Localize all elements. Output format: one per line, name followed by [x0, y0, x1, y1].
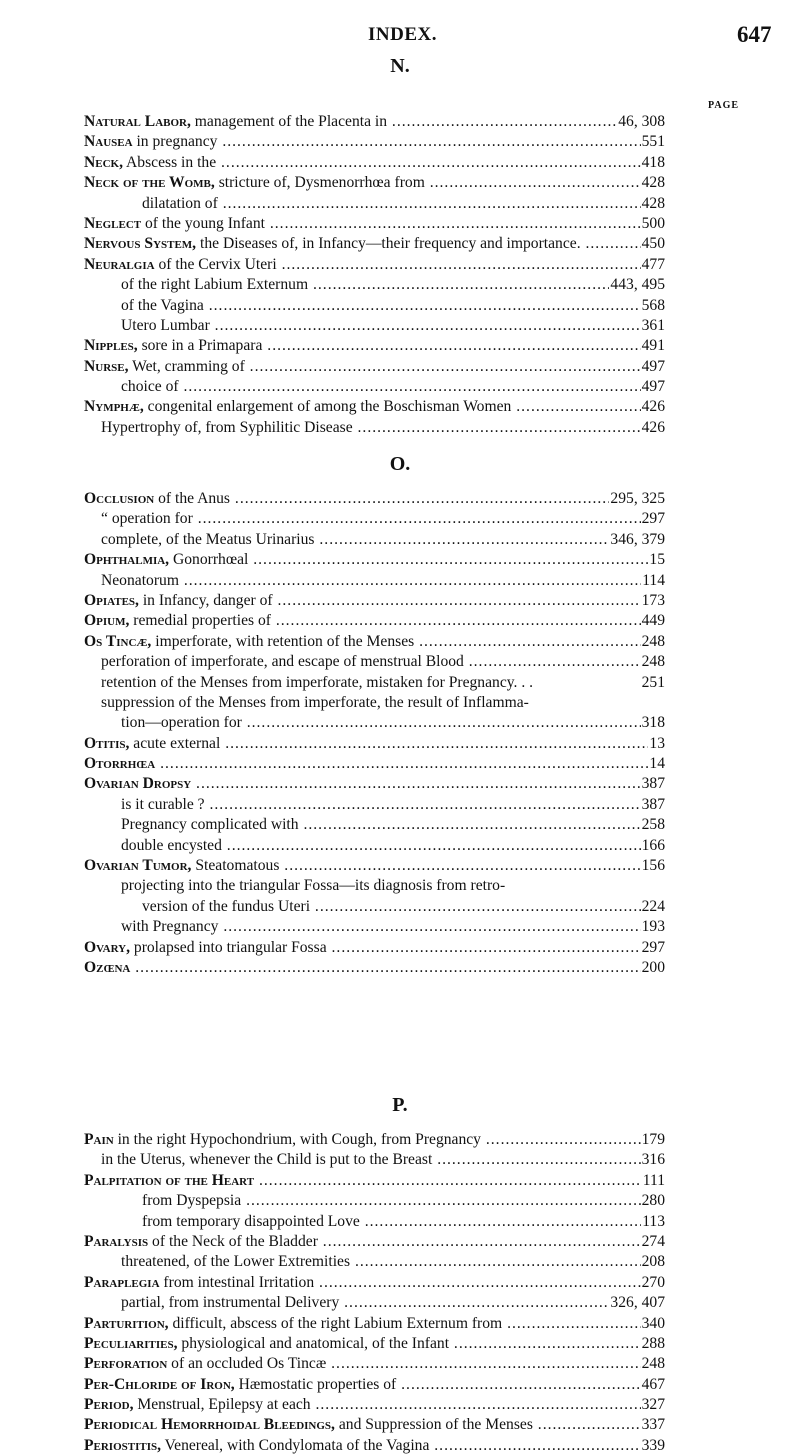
- entry-text: [0, 112, 664, 132]
- entry-heading: Per-Chloride of Iron,: [84, 1375, 235, 1393]
- entry-subject: projecting into the triangular Fossa—its diagnosis from retro-: [121, 877, 506, 895]
- entry-pages: 418: [641, 153, 665, 173]
- entry-subject: Hæmostatic properties of: [234, 1375, 397, 1393]
- entry-text: [0, 255, 664, 275]
- entry-heading: Opium,: [84, 612, 130, 630]
- entry-text: [0, 489, 664, 509]
- index-entry: [0, 1375, 800, 1395]
- entry-subject: from intestinal Irritation: [159, 1273, 315, 1291]
- entry-subject: of an occluded Os Tincæ: [167, 1355, 327, 1373]
- entry-heading: Nymphæ,: [84, 398, 144, 416]
- index-entry: [0, 673, 800, 693]
- entry-heading: Nervous System,: [84, 235, 197, 253]
- index-entry: [0, 316, 800, 336]
- entry-subject: tion—operation for: [121, 714, 242, 732]
- index-entry: [0, 632, 800, 652]
- entry-heading: Ophthalmia,: [84, 551, 170, 569]
- entry-text: [0, 856, 664, 876]
- index-entry: [0, 1354, 800, 1374]
- entry-heading: Perforation: [84, 1355, 168, 1373]
- entry-pages: 568: [641, 296, 665, 316]
- index-entry: [0, 815, 800, 835]
- entry-pages: 295, 325: [609, 489, 665, 509]
- entry-text: [0, 713, 664, 733]
- index-entry: [0, 550, 800, 570]
- entry-pages: 248: [641, 652, 665, 672]
- entry-text: [0, 194, 664, 214]
- entry-pages: 280: [641, 1191, 665, 1211]
- entry-subject: Gonorrhœal: [169, 551, 249, 569]
- index-entry: [0, 1436, 800, 1456]
- entry-pages: 114: [641, 571, 665, 591]
- entry-heading: Natural Labor,: [84, 113, 191, 130]
- entry-subject: difficult, abscess of the right Labium Externum from: [168, 1314, 503, 1332]
- entry-subject: double encysted: [121, 836, 222, 854]
- entry-subject: Venereal, with Condylomata of the Vagina: [161, 1436, 430, 1454]
- entry-text: [0, 897, 664, 917]
- entry-pages: 274: [641, 1232, 665, 1252]
- index-entry: [0, 509, 800, 529]
- entry-subject: Neonatorum: [101, 571, 179, 589]
- entry-text: [0, 132, 664, 152]
- entry-subject: in the Uterus, whenever the Child is put to the Breast: [101, 1151, 433, 1169]
- entry-text: [0, 632, 664, 652]
- index-entry: [0, 571, 800, 591]
- index-entry: [0, 734, 800, 754]
- entry-subject: Pregnancy complicated with: [121, 816, 299, 834]
- index-entry: [0, 1191, 800, 1211]
- entry-pages: 339: [641, 1436, 665, 1456]
- entry-text: [0, 774, 664, 794]
- entry-pages: 327: [641, 1395, 665, 1415]
- entry-heading: Nausea: [84, 133, 133, 151]
- entry-text: [0, 1354, 664, 1374]
- entry-subject: suppression of the Menses from imperforate, the result of Inflamma-: [101, 693, 529, 711]
- entry-pages: 428: [641, 194, 665, 214]
- index-entry: [0, 214, 800, 234]
- index-entry: [0, 489, 800, 509]
- entry-pages: 387: [641, 795, 665, 815]
- entry-subject: Menstrual, Epilepsy at each: [133, 1396, 311, 1414]
- entry-pages: 166: [641, 836, 665, 856]
- entry-subject: in pregnancy: [132, 133, 218, 151]
- entry-subject: partial, from instrumental Delivery: [121, 1294, 340, 1312]
- entry-subject: remedial properties of: [129, 612, 271, 630]
- index-entry: [0, 1212, 800, 1232]
- section-letter-p: P.: [392, 1094, 408, 1116]
- index-entry: [0, 795, 800, 815]
- index-section-n: [0, 112, 800, 438]
- entry-pages: 497: [641, 357, 665, 377]
- entry-text: [0, 1375, 664, 1395]
- entry-text: [0, 1232, 664, 1252]
- entry-heading: Occlusion: [84, 490, 155, 507]
- entry-pages: 156: [641, 856, 665, 876]
- page-number: 647: [737, 22, 772, 47]
- section-letter-n: N.: [390, 55, 410, 77]
- entry-text: [0, 296, 664, 316]
- entry-heading: Neck,: [84, 153, 123, 171]
- entry-heading: Peculiarities,: [84, 1334, 178, 1352]
- entry-heading: Palpitation of the Heart: [84, 1171, 255, 1189]
- index-entry: [0, 652, 800, 672]
- entry-subject: imperforate, with retention of the Menses: [151, 632, 415, 650]
- entry-text: [0, 377, 664, 397]
- entry-pages: 193: [641, 917, 665, 937]
- index-entry: [0, 1415, 800, 1435]
- entry-pages: 426: [641, 418, 665, 438]
- index-section-o: [0, 489, 800, 978]
- entry-subject: the Diseases of, in Infancy—their frequency and importance.: [196, 235, 581, 253]
- entry-pages: 361: [641, 316, 665, 336]
- entry-text: [0, 418, 664, 438]
- entry-text: [0, 815, 664, 835]
- entry-subject: of the Vagina: [121, 296, 204, 314]
- entry-heading: Ovarian Tumor,: [84, 857, 192, 875]
- entry-subject: of the young Infant: [141, 214, 265, 232]
- entry-subject: stricture of, Dysmenorrhœa from: [214, 174, 425, 192]
- entry-text: [0, 836, 664, 856]
- index-entry: [0, 275, 800, 295]
- entry-text: [0, 1212, 664, 1232]
- entry-text: [0, 1395, 664, 1415]
- index-entry: [0, 153, 800, 173]
- entry-text: [0, 938, 664, 958]
- entry-subject: retention of the Menses from imperforate, mistaken for Pregnancy. . .: [101, 673, 534, 691]
- entry-subject: is it curable ?: [121, 795, 205, 813]
- index-entry: [0, 255, 800, 275]
- index-entry: [0, 774, 800, 794]
- entry-heading: Otorrhœa: [84, 755, 156, 773]
- entry-text: [0, 316, 664, 336]
- entry-pages: 428: [641, 173, 665, 193]
- index-entry: [0, 173, 800, 193]
- entry-text: [0, 214, 664, 234]
- entry-subject: and Suppression of the Menses: [334, 1416, 533, 1434]
- entry-text: [0, 1191, 664, 1211]
- entry-subject: of the right Labium Externum: [121, 276, 309, 294]
- entry-text: [0, 876, 664, 896]
- entry-pages: 200: [641, 958, 665, 978]
- entry-subject: management of the Placenta in: [190, 113, 388, 130]
- entry-pages: 497: [641, 377, 665, 397]
- entry-pages: 443, 495: [609, 275, 665, 295]
- entry-heading: Periostitis,: [84, 1436, 162, 1454]
- index-entry: [0, 112, 800, 132]
- entry-subject: Wet, cramming of: [128, 357, 245, 375]
- entry-pages: 208: [641, 1252, 665, 1272]
- entry-heading: Ovarian Dropsy: [84, 775, 192, 793]
- entry-text: [0, 693, 664, 713]
- entry-text: [0, 652, 664, 672]
- entry-subject: from temporary disappointed Love: [142, 1212, 360, 1230]
- entry-subject: from Dyspepsia: [142, 1192, 242, 1210]
- entry-pages: 467: [641, 1375, 665, 1395]
- entry-text: [0, 1436, 664, 1456]
- index-entry: [0, 611, 800, 631]
- entry-text: [0, 1252, 664, 1272]
- entry-subject: prolapsed into triangular Fossa: [130, 938, 327, 956]
- index-entry: [0, 876, 800, 896]
- running-title: INDEX.: [368, 24, 437, 45]
- entry-subject: of the Anus: [154, 490, 231, 507]
- index-entry: [0, 234, 800, 254]
- page-column-label: PAGE: [708, 100, 740, 111]
- entry-subject: perforation of imperforate, and escape of menstrual Blood: [101, 653, 464, 671]
- entry-heading: Nurse,: [84, 357, 129, 375]
- entry-subject: Hypertrophy of, from Syphilitic Disease: [101, 418, 353, 436]
- entry-pages: 491: [641, 336, 665, 356]
- entry-pages: 318: [641, 713, 665, 733]
- entry-pages: 346, 379: [609, 530, 665, 550]
- entry-subject: version of the fundus Uteri: [142, 897, 311, 915]
- entry-pages: 450: [641, 234, 665, 254]
- entry-heading: Parturition,: [84, 1314, 169, 1332]
- entry-pages: 297: [641, 938, 665, 958]
- entry-pages: 316: [641, 1150, 665, 1170]
- entry-pages: 326, 407: [609, 1293, 665, 1313]
- index-entry: [0, 958, 800, 978]
- index-entry: [0, 377, 800, 397]
- entry-text: [0, 1334, 664, 1354]
- entry-text: [0, 173, 664, 193]
- entry-pages: 340: [641, 1314, 665, 1334]
- entry-heading: Neglect: [84, 214, 142, 232]
- entry-pages: 251: [641, 673, 665, 693]
- entry-subject: Utero Lumbar: [121, 316, 210, 334]
- index-section-p: [0, 1130, 800, 1456]
- entry-text: [0, 673, 664, 693]
- entry-pages: 337: [641, 1415, 665, 1435]
- entry-subject: threatened, of the Lower Extremities: [121, 1253, 351, 1271]
- entry-text: [0, 917, 664, 937]
- entry-heading: Pain: [84, 1131, 114, 1148]
- entry-heading: Opiates,: [84, 591, 139, 609]
- entry-subject: congenital enlargement of among the Boschisman Women: [143, 398, 512, 416]
- entry-subject: in Infancy, danger of: [138, 591, 273, 609]
- entry-heading: Ovary,: [84, 938, 130, 956]
- index-entry: [0, 591, 800, 611]
- index-entry: [0, 917, 800, 937]
- index-entry: [0, 713, 800, 733]
- entry-heading: Period,: [84, 1396, 134, 1414]
- entry-pages: 173: [641, 591, 665, 611]
- entry-pages: 288: [641, 1334, 665, 1354]
- entry-text: [0, 1314, 664, 1334]
- entry-pages: 248: [641, 632, 665, 652]
- entry-text: [0, 336, 664, 356]
- entry-pages: 14: [648, 754, 665, 774]
- index-entry: [0, 693, 800, 713]
- entry-text: [0, 754, 664, 774]
- entry-subject: with Pregnancy: [121, 918, 219, 936]
- entry-heading: Paraplegia: [84, 1273, 160, 1291]
- entry-text: [0, 1293, 664, 1313]
- index-entry: [0, 194, 800, 214]
- index-entry: [0, 1334, 800, 1354]
- entry-subject: dilatation of: [142, 194, 218, 212]
- entry-pages: 224: [641, 897, 665, 917]
- entry-text: [0, 1273, 664, 1293]
- entry-pages: 15: [648, 550, 665, 570]
- index-entry: [0, 754, 800, 774]
- entry-text: [0, 153, 664, 173]
- entry-text: [0, 571, 664, 591]
- entry-text: [0, 611, 664, 631]
- index-entry: [0, 530, 800, 550]
- entry-heading: Neuralgia: [84, 255, 155, 273]
- entry-heading: Ozœna: [84, 958, 131, 976]
- entry-text: [0, 1415, 664, 1435]
- entry-pages: 46, 308: [617, 112, 665, 132]
- entry-pages: 551: [641, 132, 665, 152]
- entry-subject: Abscess in the: [123, 153, 217, 171]
- entry-heading: Paralysis: [84, 1232, 149, 1250]
- entry-text: [0, 591, 664, 611]
- entry-pages: 111: [642, 1171, 665, 1191]
- entry-heading: Os Tincæ,: [84, 632, 152, 650]
- entry-subject: complete, of the Meatus Urinarius: [101, 530, 315, 548]
- entry-text: [0, 1150, 664, 1170]
- entry-subject: “ operation for: [101, 510, 193, 528]
- entry-pages: 179: [641, 1130, 665, 1150]
- entry-text: [0, 795, 664, 815]
- entry-heading: Periodical Hemorrhoidal Bleedings,: [84, 1416, 335, 1434]
- entry-subject: sore in a Primapara: [137, 337, 263, 355]
- entry-pages: 13: [648, 734, 665, 754]
- entry-subject: choice of: [121, 378, 179, 396]
- index-entry: [0, 132, 800, 152]
- index-entry: [0, 1314, 800, 1334]
- entry-heading: Otitis,: [84, 734, 130, 752]
- entry-pages: 270: [641, 1273, 665, 1293]
- entry-pages: 449: [641, 611, 665, 631]
- entry-text: [0, 1171, 664, 1191]
- index-entry: [0, 938, 800, 958]
- index-entry: [0, 1273, 800, 1293]
- index-entry: [0, 1293, 800, 1313]
- entry-pages: 113: [641, 1212, 665, 1232]
- index-entry: [0, 1395, 800, 1415]
- entry-text: [0, 958, 664, 978]
- index-entry: [0, 836, 800, 856]
- entry-text: [0, 275, 664, 295]
- entry-pages: 500: [641, 214, 665, 234]
- entry-subject: of the Cervix Uteri: [154, 255, 277, 273]
- entry-pages: 297: [641, 509, 665, 529]
- entry-text: [0, 357, 664, 377]
- index-entry: [0, 1150, 800, 1170]
- entry-pages: 426: [641, 397, 665, 417]
- entry-text: [0, 734, 664, 754]
- index-entry: [0, 897, 800, 917]
- entry-subject: Steatomatous: [191, 857, 280, 875]
- entry-text: [0, 509, 664, 529]
- entry-text: [0, 397, 664, 417]
- entry-text: [0, 550, 664, 570]
- index-entry: [0, 418, 800, 438]
- index-entry: [0, 296, 800, 316]
- index-entry: [0, 1171, 800, 1191]
- entry-subject: acute external: [129, 734, 221, 752]
- section-letter-o: O.: [389, 453, 411, 475]
- entry-heading: Neck of the Womb,: [84, 174, 215, 192]
- entry-text: [0, 530, 664, 550]
- index-entry: [0, 397, 800, 417]
- entry-pages: 248: [641, 1354, 665, 1374]
- index-entry: [0, 1252, 800, 1272]
- entry-heading: Nipples,: [84, 337, 138, 355]
- index-entry: [0, 856, 800, 876]
- entry-subject: physiological and anatomical, of the Infant: [177, 1334, 450, 1352]
- index-entry: [0, 357, 800, 377]
- entry-text: [0, 1130, 664, 1150]
- index-entry: [0, 1232, 800, 1252]
- entry-pages: 477: [641, 255, 665, 275]
- entry-pages: 258: [641, 815, 665, 835]
- entry-text: [0, 234, 664, 254]
- entry-subject: in the right Hypochondrium, with Cough, from Pregnancy: [113, 1131, 481, 1148]
- entry-subject: of the Neck of the Bladder: [148, 1232, 318, 1250]
- page-header: [0, 12, 800, 52]
- entry-pages: 387: [641, 774, 665, 794]
- index-entry: [0, 336, 800, 356]
- index-entry: [0, 1130, 800, 1150]
